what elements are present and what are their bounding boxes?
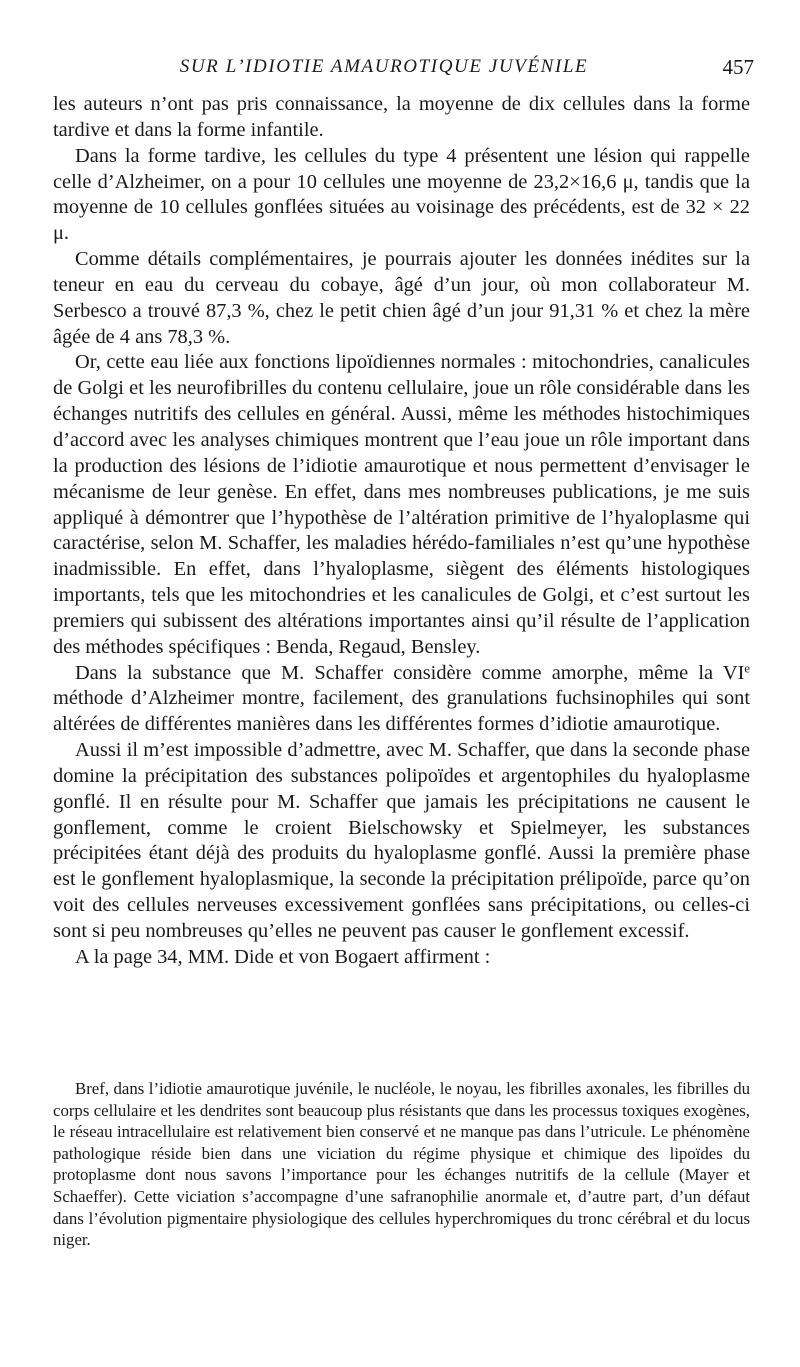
paragraph-2: Dans la forme tardive, les cellules du type 4 présentent une lésion qui rappelle celle d’Alzheimer, on a pour 10 cellules une moyenne de 23,2×16,6 μ, tandis que la moyenne de 10 cellules gonflées situées au voisinage des précédents, est de 32 × 22 μ.: [53, 144, 750, 245]
paragraph-5: [53, 661, 750, 739]
running-title: SUR L’IDIOTIE AMAUROTIQUE JUVÉNILE: [179, 56, 589, 77]
body-text: [53, 92, 750, 971]
paragraph-5-end: méthode d’Alzheimer montre, facilement, des granulations fuchsinophiles qui sont altérées de différentes manières dans les différentes formes d’idiotie amaurotique.: [53, 687, 750, 736]
paragraph-4: Or, cette eau liée aux fonctions lipoïdiennes normales : mitochondries, canalicules de Golgi et les neurofibrilles du contenu cellulaire, joue un rôle considérable dans les échanges nutritifs des cellules en général. Aussi, même les méthodes histochimiques d’accord avec les analyses chimiques montrent que l’eau joue un rôle important dans la production des lésions de l’idiotie amaurotique et nous permettent d’envisager le mécanisme de leur genèse. En effet, dans mes nombreuses publications, je me suis appliqué à démontrer que l’hypothèse de l’altération primitive de l’hyaloplasme qui caractérise, selon M. Schaffer, les maladies hérédo-familiales n’est qu’une hypothèse inadmissible. En effet, dans l’hyaloplasme, siègent des éléments histologiques importants, tels que les mitochondries et les canalicules de Golgi, et c’est surtout les premiers qui subissent des altérations importantes ainsi qu’il résulte de l’application des méthodes spécifiques : Benda, Regaud, Bensley.: [53, 351, 750, 658]
running-head: [54, 52, 754, 82]
ordinal-superscript: e: [744, 661, 750, 676]
page-number: 457: [722, 55, 754, 79]
paragraph-5-start: Dans la substance que M. Schaffer considère comme amorphe, même la VI: [75, 661, 745, 684]
quote-text: Bref, dans l’idiotie amaurotique juvénile, le nucléole, le noyau, les fibrilles axonales, les fibrilles du corps cellulaire et les dendrites sont beaucoup plus résistants que dans les processus toxiques exogènes, le réseau intracellulaire est relativement bien conservé et ne manque pas dans l’utricule. Le phénomène pathologique réside bien dans une viciation du régime physique et chimique des lipoïdes du protoplasme dont nous savons l’importance pour les échanges nutritifs de la cellule (Mayer et Schaeffer). Cette viciation s’accompagne d’une safranophilie anormale et, d’autre part, d’un défaut dans l’évolution pigmentaire physiologique des cellules hyperchromiques du tronc cérébral et du locus niger.: [53, 1079, 750, 1250]
paragraph-7: A la page 34, MM. Dide et von Bogaert affirment :: [75, 945, 491, 968]
paragraph-1: les auteurs n’ont pas pris connaissance, la moyenne de dix cellules dans la forme tardive et dans la forme infantile.: [53, 93, 750, 141]
paragraph-3: Comme détails complémentaires, je pourrais ajouter les données inédites sur la teneur en eau du cerveau du cobaye, âgé d’un jour, où mon collaborateur M. Serbesco a trouvé 87,3 %, chez le petit chien âgé d’un jour 91,31 % et chez la mère âgée de 4 ans 78,3 %.: [53, 248, 750, 348]
paragraph-6: Aussi il m’est impossible d’admettre, avec M. Schaffer, que dans la seconde phase domine la précipitation des substances polipoïdes et argentophiles du hyaloplasme gonflé. Il en résulte pour M. Schaffer que jamais les précipitations ne causent le gonflement, comme le croient Bielschowsky et Spielmeyer, les substances précipitées étant déjà des produits du hyaloplasme gonflé. Aussi la première phase est le gonflement hyaloplasmique, la seconde la précipitation prélipoïde, parce qu’on voit des cellules nerveuses excessivement gonflées sans précipitations, ou celles-ci sont si peu nombreuses qu’elles ne peuvent pas causer le gonflement excessif.: [53, 739, 750, 942]
block-quote: [53, 1078, 750, 1251]
